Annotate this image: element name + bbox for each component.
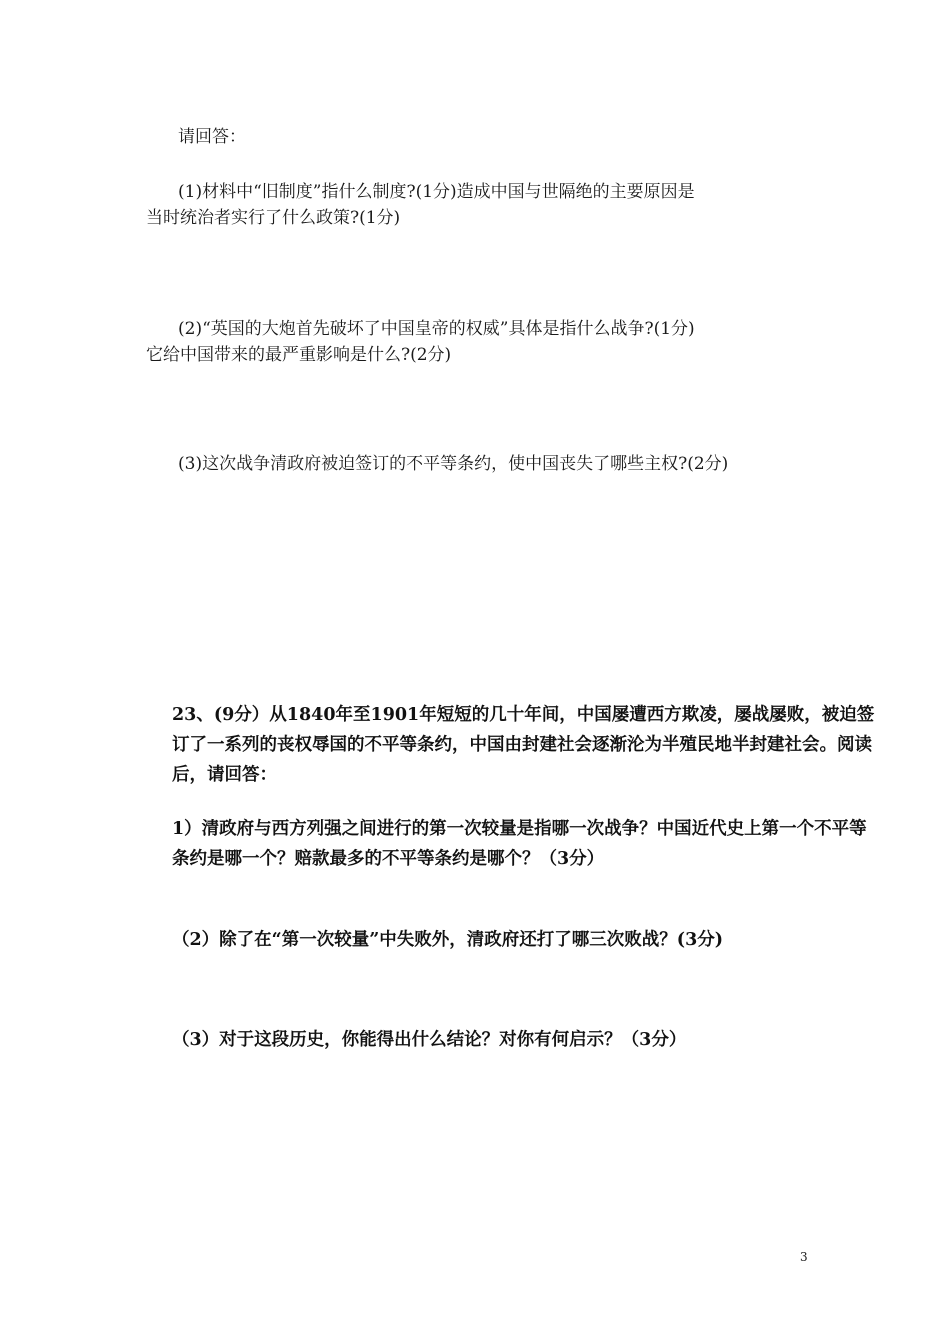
page-number: 3 (800, 1250, 808, 1264)
q23-sub2: （2）除了在“第一次较量”中失败外，清政府还打了哪三次败战？(3分) (172, 930, 724, 950)
q22-sub1-line1: (1)材料中“旧制度”指什么制度?(1分)造成中国与世隔绝的主要原因是 (178, 182, 695, 202)
q23-sub1-line1: 1）清政府与西方列强之间进行的第一次较量是指哪一次战争？中国近代史上第一个不平等 (172, 819, 867, 839)
q22-prompt: 请回答： (178, 127, 246, 147)
q22-sub2-line2: 它给中国带来的最严重影响是什么?(2分) (146, 345, 452, 365)
q22-sub2-line1: (2)“英国的大炮首先破坏了中国皇帝的权威”具体是指什么战争?(1分) (178, 319, 695, 339)
q23-sub3: （3）对于这段历史，你能得出什么结论？对你有何启示？（3分） (172, 1030, 687, 1050)
q23-intro-line3: 后，请回答： (172, 765, 277, 785)
q22-sub1-line2: 当时统治者实行了什么政策?(1分) (146, 208, 401, 228)
q22-sub3: (3)这次战争清政府被迫签订的不平等条约，使中国丧失了哪些主权?(2分) (178, 454, 729, 474)
q23-sub1-line2: 条约是哪一个？赔款最多的不平等条约是哪个？（3分） (172, 849, 605, 869)
q23-intro-line1: 23、(9分）从1840年至1901年短短的几十年间，中国屡遭西方欺凌，屡战屡败，被迫签 (172, 705, 875, 725)
q23-intro-line2: 订了一系列的丧权辱国的不平等条约，中国由封建社会逐渐沦为半殖民地半封建社会。阅读 (172, 735, 872, 755)
